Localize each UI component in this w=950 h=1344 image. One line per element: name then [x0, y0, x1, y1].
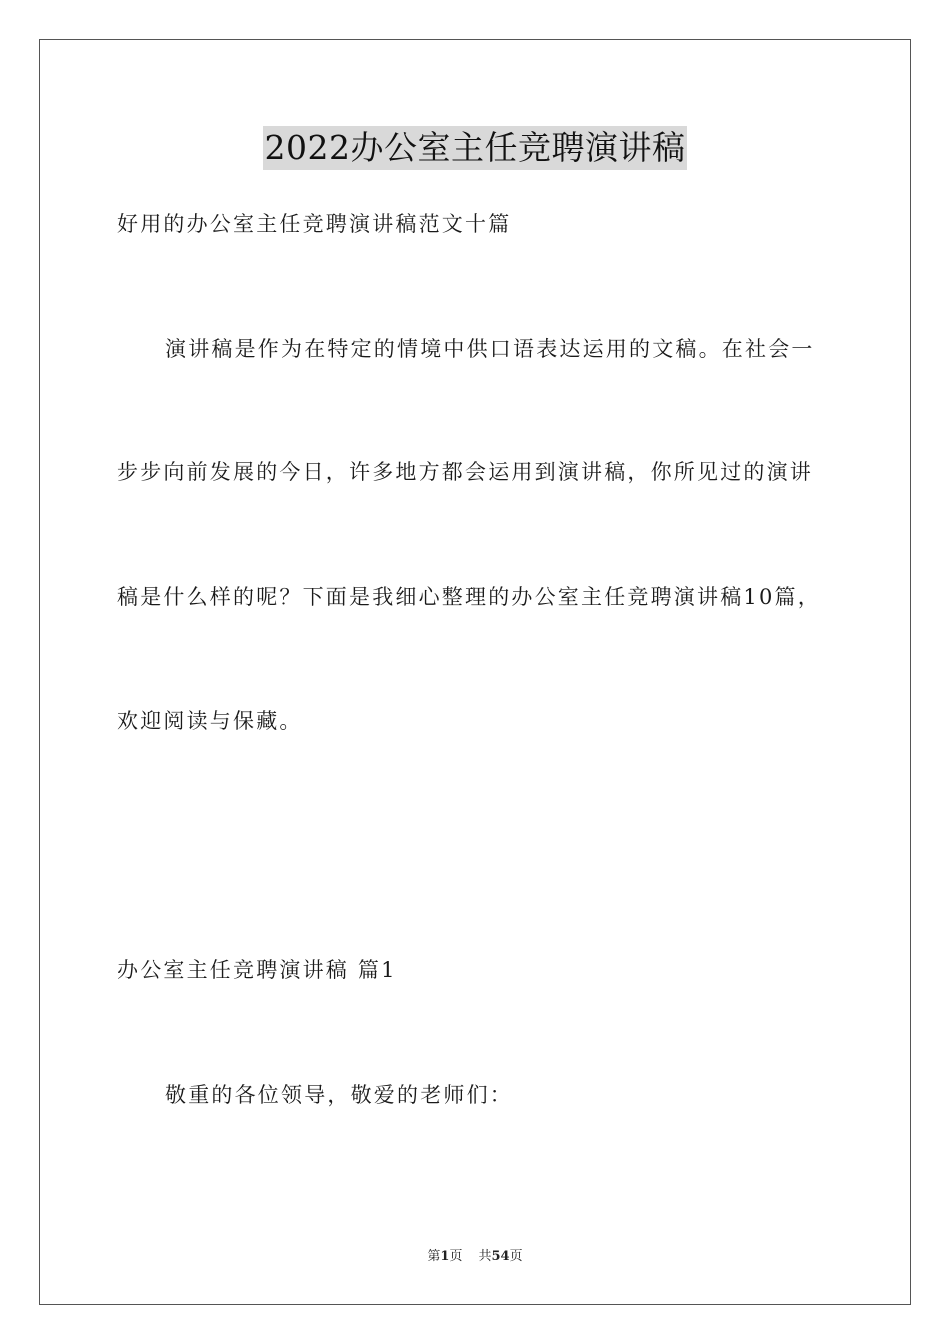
title-container	[0, 126, 950, 170]
document-title: 2022办公室主任竞聘演讲稿	[263, 126, 688, 170]
salutation: 敬重的各位领导，敬爱的老师们：	[165, 1083, 513, 1107]
footer-page-number: 1	[440, 1249, 450, 1264]
paragraph-line-3: 稿是什么样的呢？下面是我细心整理的办公室主任竞聘演讲稿10篇，	[117, 585, 821, 609]
footer-total-pages: 54	[491, 1249, 510, 1264]
page-footer	[0, 1248, 950, 1266]
document-subtitle: 好用的办公室主任竞聘演讲稿范文十篇	[117, 212, 512, 236]
paragraph-line-4: 欢迎阅读与保藏。	[117, 709, 303, 733]
paragraph-line-2: 步步向前发展的今日，许多地方都会运用到演讲稿，你所见过的演讲	[117, 460, 813, 484]
section-heading: 办公室主任竞聘演讲稿 篇1	[117, 958, 397, 982]
paragraph-line-1: 演讲稿是作为在特定的情境中供口语表达运用的文稿。在社会一	[165, 337, 815, 361]
footer-page-prefix: 第	[427, 1249, 441, 1264]
footer-total-prefix: 共	[478, 1249, 492, 1264]
footer-page-suffix: 页	[449, 1249, 463, 1264]
footer-total-suffix: 页	[509, 1249, 523, 1264]
